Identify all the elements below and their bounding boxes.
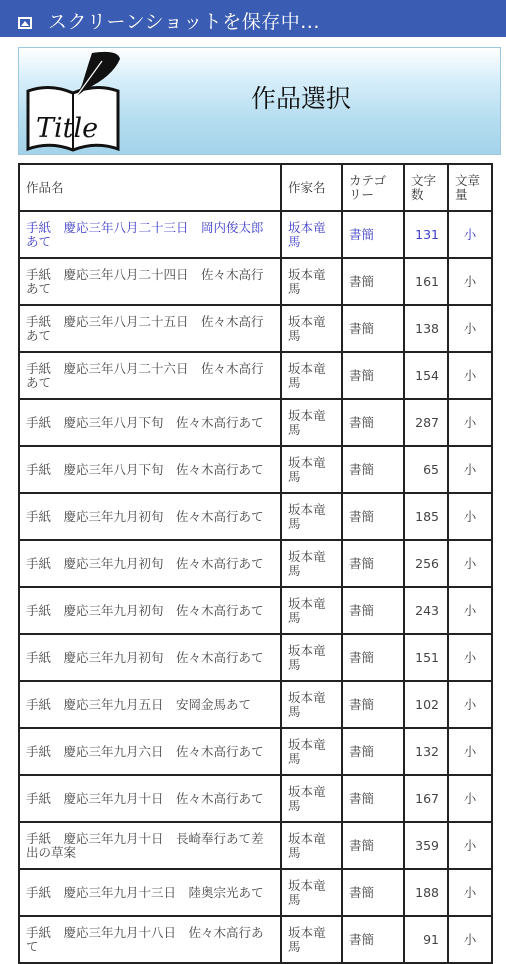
- cell-amount[interactable]: 小: [448, 869, 492, 916]
- table-row[interactable]: [19, 681, 492, 728]
- cell-title[interactable]: 手紙 慶応三年九月初旬 佐々木高行あて: [19, 634, 281, 681]
- table-row[interactable]: [19, 916, 492, 963]
- col-header-category[interactable]: カテゴリー: [342, 164, 404, 211]
- table-row[interactable]: [19, 728, 492, 775]
- cell-category[interactable]: 書簡: [342, 493, 404, 540]
- cell-author[interactable]: 坂本竜馬: [281, 352, 342, 399]
- cell-author[interactable]: 坂本竜馬: [281, 399, 342, 446]
- table-row[interactable]: [19, 258, 492, 305]
- cell-amount[interactable]: 小: [448, 634, 492, 681]
- table-row[interactable]: [19, 305, 492, 352]
- table-row[interactable]: [19, 399, 492, 446]
- cell-amount[interactable]: 小: [448, 305, 492, 352]
- cell-chars[interactable]: 65: [404, 446, 448, 493]
- cell-category[interactable]: 書簡: [342, 540, 404, 587]
- cell-title[interactable]: 手紙 慶応三年九月十日 長崎奉行あて差出の草案: [19, 822, 281, 869]
- cell-amount[interactable]: 小: [448, 352, 492, 399]
- cell-title[interactable]: 手紙 慶応三年九月初旬 佐々木高行あて: [19, 493, 281, 540]
- cell-amount[interactable]: 小: [448, 540, 492, 587]
- works-table-container: [18, 163, 491, 964]
- cell-author[interactable]: 坂本竜馬: [281, 822, 342, 869]
- cell-chars[interactable]: 131: [404, 211, 448, 258]
- col-header-chars[interactable]: 文字数: [404, 164, 448, 211]
- table-row[interactable]: [19, 634, 492, 681]
- cell-author[interactable]: 坂本竜馬: [281, 540, 342, 587]
- logo-text: Title: [36, 113, 99, 144]
- page-title: 作品選択: [251, 84, 352, 113]
- cell-title[interactable]: 手紙 慶応三年九月十八日 佐々木高行あて: [19, 916, 281, 963]
- cell-category[interactable]: 書簡: [342, 869, 404, 916]
- cell-chars[interactable]: 243: [404, 587, 448, 634]
- cell-amount[interactable]: 小: [448, 587, 492, 634]
- cell-title[interactable]: 手紙 慶応三年九月十三日 陸奥宗光あて: [19, 869, 281, 916]
- cell-author[interactable]: 坂本竜馬: [281, 305, 342, 352]
- cell-chars[interactable]: 161: [404, 258, 448, 305]
- cell-author[interactable]: 坂本竜馬: [281, 493, 342, 540]
- cell-author[interactable]: 坂本竜馬: [281, 634, 342, 681]
- col-header-amount[interactable]: 文章量: [448, 164, 492, 211]
- cell-category[interactable]: 書簡: [342, 634, 404, 681]
- cell-author[interactable]: 坂本竜馬: [281, 869, 342, 916]
- cell-author[interactable]: 坂本竜馬: [281, 728, 342, 775]
- cell-chars[interactable]: 256: [404, 540, 448, 587]
- table-row[interactable]: [19, 540, 492, 587]
- cell-title[interactable]: 手紙 慶応三年八月二十三日 岡内俊太郎あて: [19, 211, 281, 258]
- cell-category[interactable]: 書簡: [342, 775, 404, 822]
- table-row[interactable]: [19, 493, 492, 540]
- cell-title[interactable]: 手紙 慶応三年八月二十六日 佐々木高行あて: [19, 352, 281, 399]
- cell-chars[interactable]: 132: [404, 728, 448, 775]
- table-row[interactable]: [19, 446, 492, 493]
- status-bar: [0, 0, 506, 37]
- cell-author[interactable]: 坂本竜馬: [281, 446, 342, 493]
- cell-amount[interactable]: 小: [448, 728, 492, 775]
- cell-author[interactable]: 坂本竜馬: [281, 258, 342, 305]
- cell-amount[interactable]: 小: [448, 681, 492, 728]
- table-row[interactable]: [19, 869, 492, 916]
- cell-amount[interactable]: 小: [448, 446, 492, 493]
- works-table: [18, 163, 493, 964]
- cell-title[interactable]: 手紙 慶応三年八月下旬 佐々木高行あて: [19, 446, 281, 493]
- cell-amount[interactable]: 小: [448, 211, 492, 258]
- cell-title[interactable]: 手紙 慶応三年九月初旬 佐々木高行あて: [19, 587, 281, 634]
- cell-chars[interactable]: 91: [404, 916, 448, 963]
- cell-amount[interactable]: 小: [448, 822, 492, 869]
- cell-title[interactable]: 手紙 慶応三年八月二十四日 佐々木高行あて: [19, 258, 281, 305]
- cell-category[interactable]: 書簡: [342, 446, 404, 493]
- cell-category[interactable]: 書簡: [342, 916, 404, 963]
- col-header-author[interactable]: 作家名: [281, 164, 342, 211]
- cell-category[interactable]: 書簡: [342, 728, 404, 775]
- table-row[interactable]: [19, 352, 492, 399]
- cell-amount[interactable]: 小: [448, 916, 492, 963]
- cell-amount[interactable]: 小: [448, 399, 492, 446]
- cell-category[interactable]: 書簡: [342, 681, 404, 728]
- cell-category[interactable]: 書簡: [342, 587, 404, 634]
- cell-chars[interactable]: 185: [404, 493, 448, 540]
- table-header-row: [19, 164, 492, 211]
- cell-chars[interactable]: 154: [404, 352, 448, 399]
- table-row[interactable]: [19, 775, 492, 822]
- cell-chars[interactable]: 102: [404, 681, 448, 728]
- cell-amount[interactable]: 小: [448, 493, 492, 540]
- image-icon: [18, 17, 32, 29]
- app-header: [18, 47, 501, 155]
- cell-chars[interactable]: 167: [404, 775, 448, 822]
- cell-category[interactable]: 書簡: [342, 399, 404, 446]
- cell-title[interactable]: 手紙 慶応三年九月十日 佐々木高行あて: [19, 775, 281, 822]
- title-logo: [22, 51, 124, 153]
- cell-author[interactable]: 坂本竜馬: [281, 587, 342, 634]
- cell-category[interactable]: 書簡: [342, 352, 404, 399]
- cell-amount[interactable]: 小: [448, 258, 492, 305]
- cell-author[interactable]: 坂本竜馬: [281, 681, 342, 728]
- table-row[interactable]: [19, 822, 492, 869]
- table-row[interactable]: [19, 211, 492, 258]
- cell-title[interactable]: 手紙 慶応三年九月六日 佐々木高行あて: [19, 728, 281, 775]
- cell-author[interactable]: 坂本竜馬: [281, 211, 342, 258]
- col-header-title[interactable]: 作品名: [19, 164, 281, 211]
- screenshot-notification: スクリーンショットを保存中...: [48, 11, 320, 33]
- cell-category[interactable]: 書簡: [342, 822, 404, 869]
- cell-title[interactable]: 手紙 慶応三年八月下旬 佐々木高行あて: [19, 399, 281, 446]
- cell-author[interactable]: 坂本竜馬: [281, 775, 342, 822]
- cell-chars[interactable]: 359: [404, 822, 448, 869]
- cell-chars[interactable]: 188: [404, 869, 448, 916]
- cell-title[interactable]: 手紙 慶応三年八月二十五日 佐々木高行あて: [19, 305, 281, 352]
- cell-chars[interactable]: 151: [404, 634, 448, 681]
- cell-category[interactable]: 書簡: [342, 305, 404, 352]
- cell-title[interactable]: 手紙 慶応三年九月初旬 佐々木高行あて: [19, 540, 281, 587]
- cell-author[interactable]: 坂本竜馬: [281, 916, 342, 963]
- table-row[interactable]: [19, 587, 492, 634]
- cell-chars[interactable]: 138: [404, 305, 448, 352]
- table-body: [19, 211, 492, 963]
- cell-category[interactable]: 書簡: [342, 211, 404, 258]
- cell-chars[interactable]: 287: [404, 399, 448, 446]
- cell-title[interactable]: 手紙 慶応三年九月五日 安岡金馬あて: [19, 681, 281, 728]
- cell-category[interactable]: 書簡: [342, 258, 404, 305]
- cell-amount[interactable]: 小: [448, 775, 492, 822]
